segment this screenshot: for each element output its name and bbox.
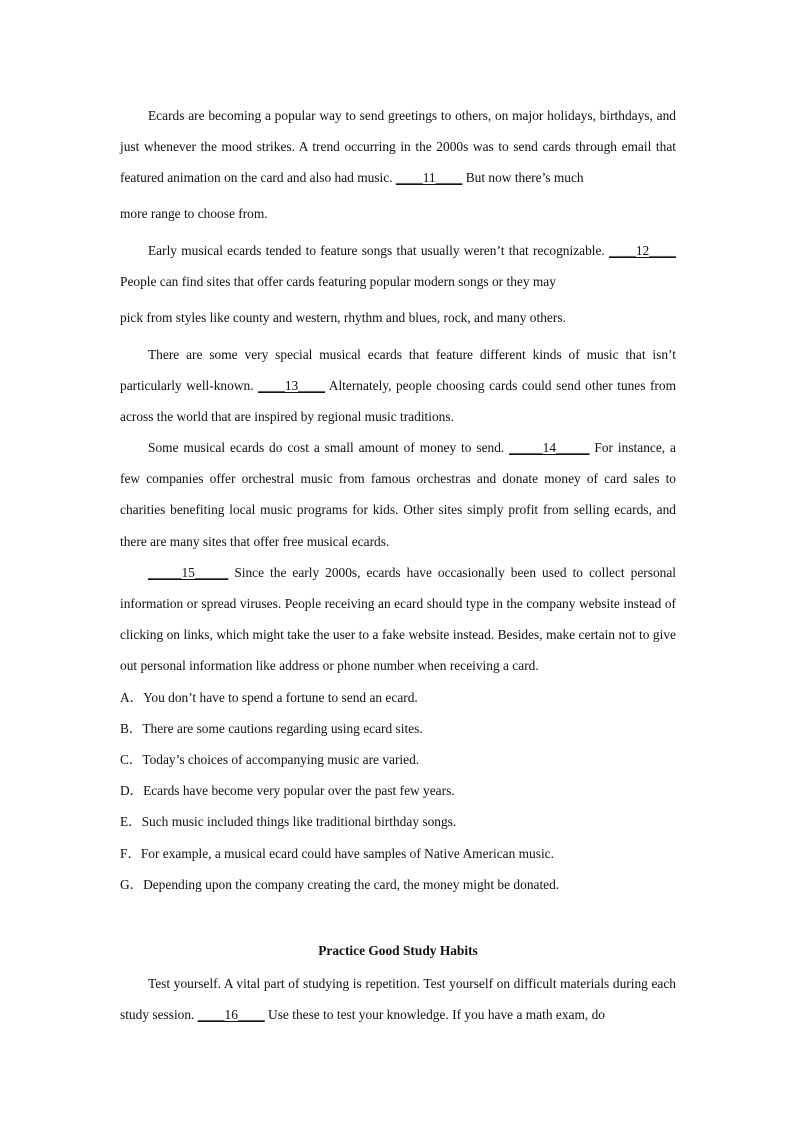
option-b [120,713,676,744]
option-c [120,744,676,775]
paragraph-text: Use these to test your knowledge. If you have a math exam, do [264,1007,605,1023]
option-text: You don’t have to spend a fortune to send an ecard. [143,689,418,705]
option-e [120,806,676,837]
paragraph-text: For instance, a few companies offer orchestral music from famous orchestras and donate money of card sales to charities benefiting local music programs for kids. Other sites simply profit from selling ecards, and there are many sites that offer free musical ecards. [120,440,676,549]
option-letter: G． [120,876,144,892]
option-g [120,869,676,900]
answer-options-list [120,682,676,900]
paragraph-text: more range to choose from. [120,206,268,221]
answer-blank-12: ____12____ [609,243,676,258]
option-text: Today’s choices of accompanying music are varied. [142,752,420,768]
option-text: Ecards have become very popular over the past few years. [143,783,455,799]
answer-blank-13: ____13____ [258,378,326,393]
paragraph-text: Ecards are becoming a popular way to send greetings to others, on major holidays, birthdays, and just whenever the mood strikes. A trend occurring in the 2000s was to send cards through email that featured animation on the card and also had music. [120,108,676,185]
passage2-title: Practice Good Study Habits [318,943,478,959]
option-letter: F． [120,845,141,861]
option-f [120,838,676,869]
passage1-paragraph-3 [120,339,676,432]
answer-blank-14: _____14_____ [509,440,590,455]
option-text: There are some cautions regarding using ecard sites. [142,720,423,736]
option-letter: E． [120,814,142,830]
passage1-paragraph-4 [120,432,676,557]
paragraph-text: Some musical ecards do cost a small amount of money to send. [148,440,510,455]
paragraph-text: Test yourself. A vital part of studying is repetition. Test yourself on difficult materials during each study session. [120,976,676,1023]
option-a [120,682,676,713]
answer-blank-16: ____16____ [197,1007,265,1023]
option-letter: D． [120,783,144,799]
option-text: For example, a musical ecard could have samples of Native American music. [140,845,554,861]
paragraph-text: Since the early 2000s, ecards have occasionally been used to collect personal information or spread viruses. People receiving an ecard should type in the company website instead of clicking on links, which might take the user to a fake website instead. Besides, make certain not to give out personal information like address or phone number when receiving a card. [120,564,676,674]
passage1-paragraph-2 [120,235,676,333]
answer-blank-11: ____11____ [395,170,463,185]
option-letter: B． [120,720,143,736]
paragraph-text: People can find sites that offer cards featuring popular modern songs or they may [120,274,556,289]
option-letter: C． [120,752,143,768]
paragraph-text: pick from styles like county and western, rhythm and blues, rock, and many others. [120,310,566,325]
paragraph-text: Early musical ecards tended to feature songs that usually weren’t that recognizable. [148,243,610,258]
option-letter: A． [120,689,144,705]
option-text: Such music included things like traditional birthday songs. [141,814,457,830]
paragraph-text: There are some very special musical ecards that feature different kinds of music that isn’t particularly well-known. [120,347,676,393]
passage1-paragraph-1 [120,100,676,229]
document-page [120,100,676,1030]
paragraph-text: Alternately, people choosing cards could send other tunes from across the world that are inspired by regional music traditions. [120,378,676,424]
passage1-paragraph-5 [120,557,676,682]
option-text: Depending upon the company creating the card, the money might be donated. [143,876,560,892]
option-d [120,775,676,806]
passage2-paragraph-1 [120,968,676,1030]
paragraph-text: But now there’s much [462,170,584,185]
answer-blank-15: _____15_____ [148,564,229,580]
